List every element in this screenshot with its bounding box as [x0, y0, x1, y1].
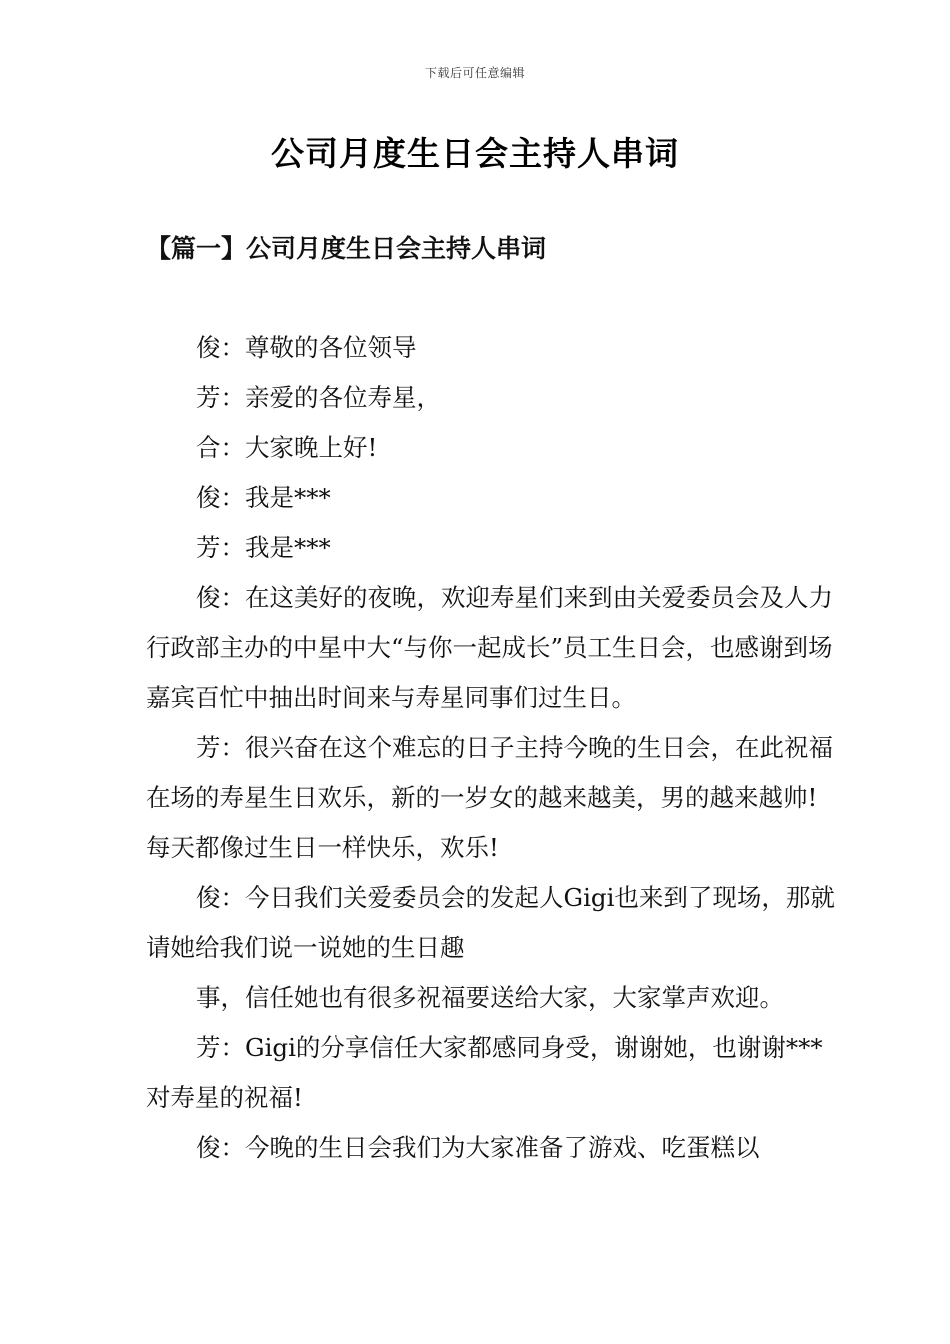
dialogue-paragraph: 芳：Gigi的分享信任大家都感同身受，谢谢她，也谢谢***对寿星的祝福!	[146, 1033, 823, 1112]
document-title: 公司月度生日会主持人串词	[271, 134, 679, 173]
dialogue-line: 合：大家晚上好!	[196, 433, 378, 462]
dialogue-paragraph: 俊：今晚的生日会我们为大家准备了游戏、吃蛋糕以	[196, 1133, 760, 1162]
dialogue-line: 芳：我是***	[196, 533, 331, 562]
dialogue-line: 芳：亲爱的各位寿星，	[196, 383, 441, 412]
section-heading: 【篇一】公司月度生日会主持人串词	[146, 234, 547, 263]
dialogue-line: 俊：我是***	[196, 483, 331, 512]
dialogue-paragraph: 俊：今日我们关爱委员会的发起人Gigi也来到了现场，那就请她给我们说一说她的生日趣	[146, 883, 835, 962]
dialogue-paragraph: 俊：在这美好的夜晚，欢迎寿星们来到由关爱委员会及人力行政部主办的中星中大“与你一起成长”员工生日会，也感谢到场嘉宾百忙中抽出时间来与寿星同事们过生日。	[146, 583, 833, 712]
header-note: 下载后可任意编辑	[424, 66, 525, 80]
dialogue-paragraph: 芳：很兴奋在这个难忘的日子主持今晚的生日会，在此祝福在场的寿星生日欢乐，新的一岁女的越来越美，男的越来越帅!每天都像过生日一样快乐，欢乐!	[146, 733, 833, 862]
dialogue-paragraph: 事，信任她也有很多祝福要送给大家，大家掌声欢迎。	[196, 983, 784, 1012]
dialogue-line: 俊：尊敬的各位领导	[196, 333, 417, 362]
body-text	[146, 323, 836, 1173]
